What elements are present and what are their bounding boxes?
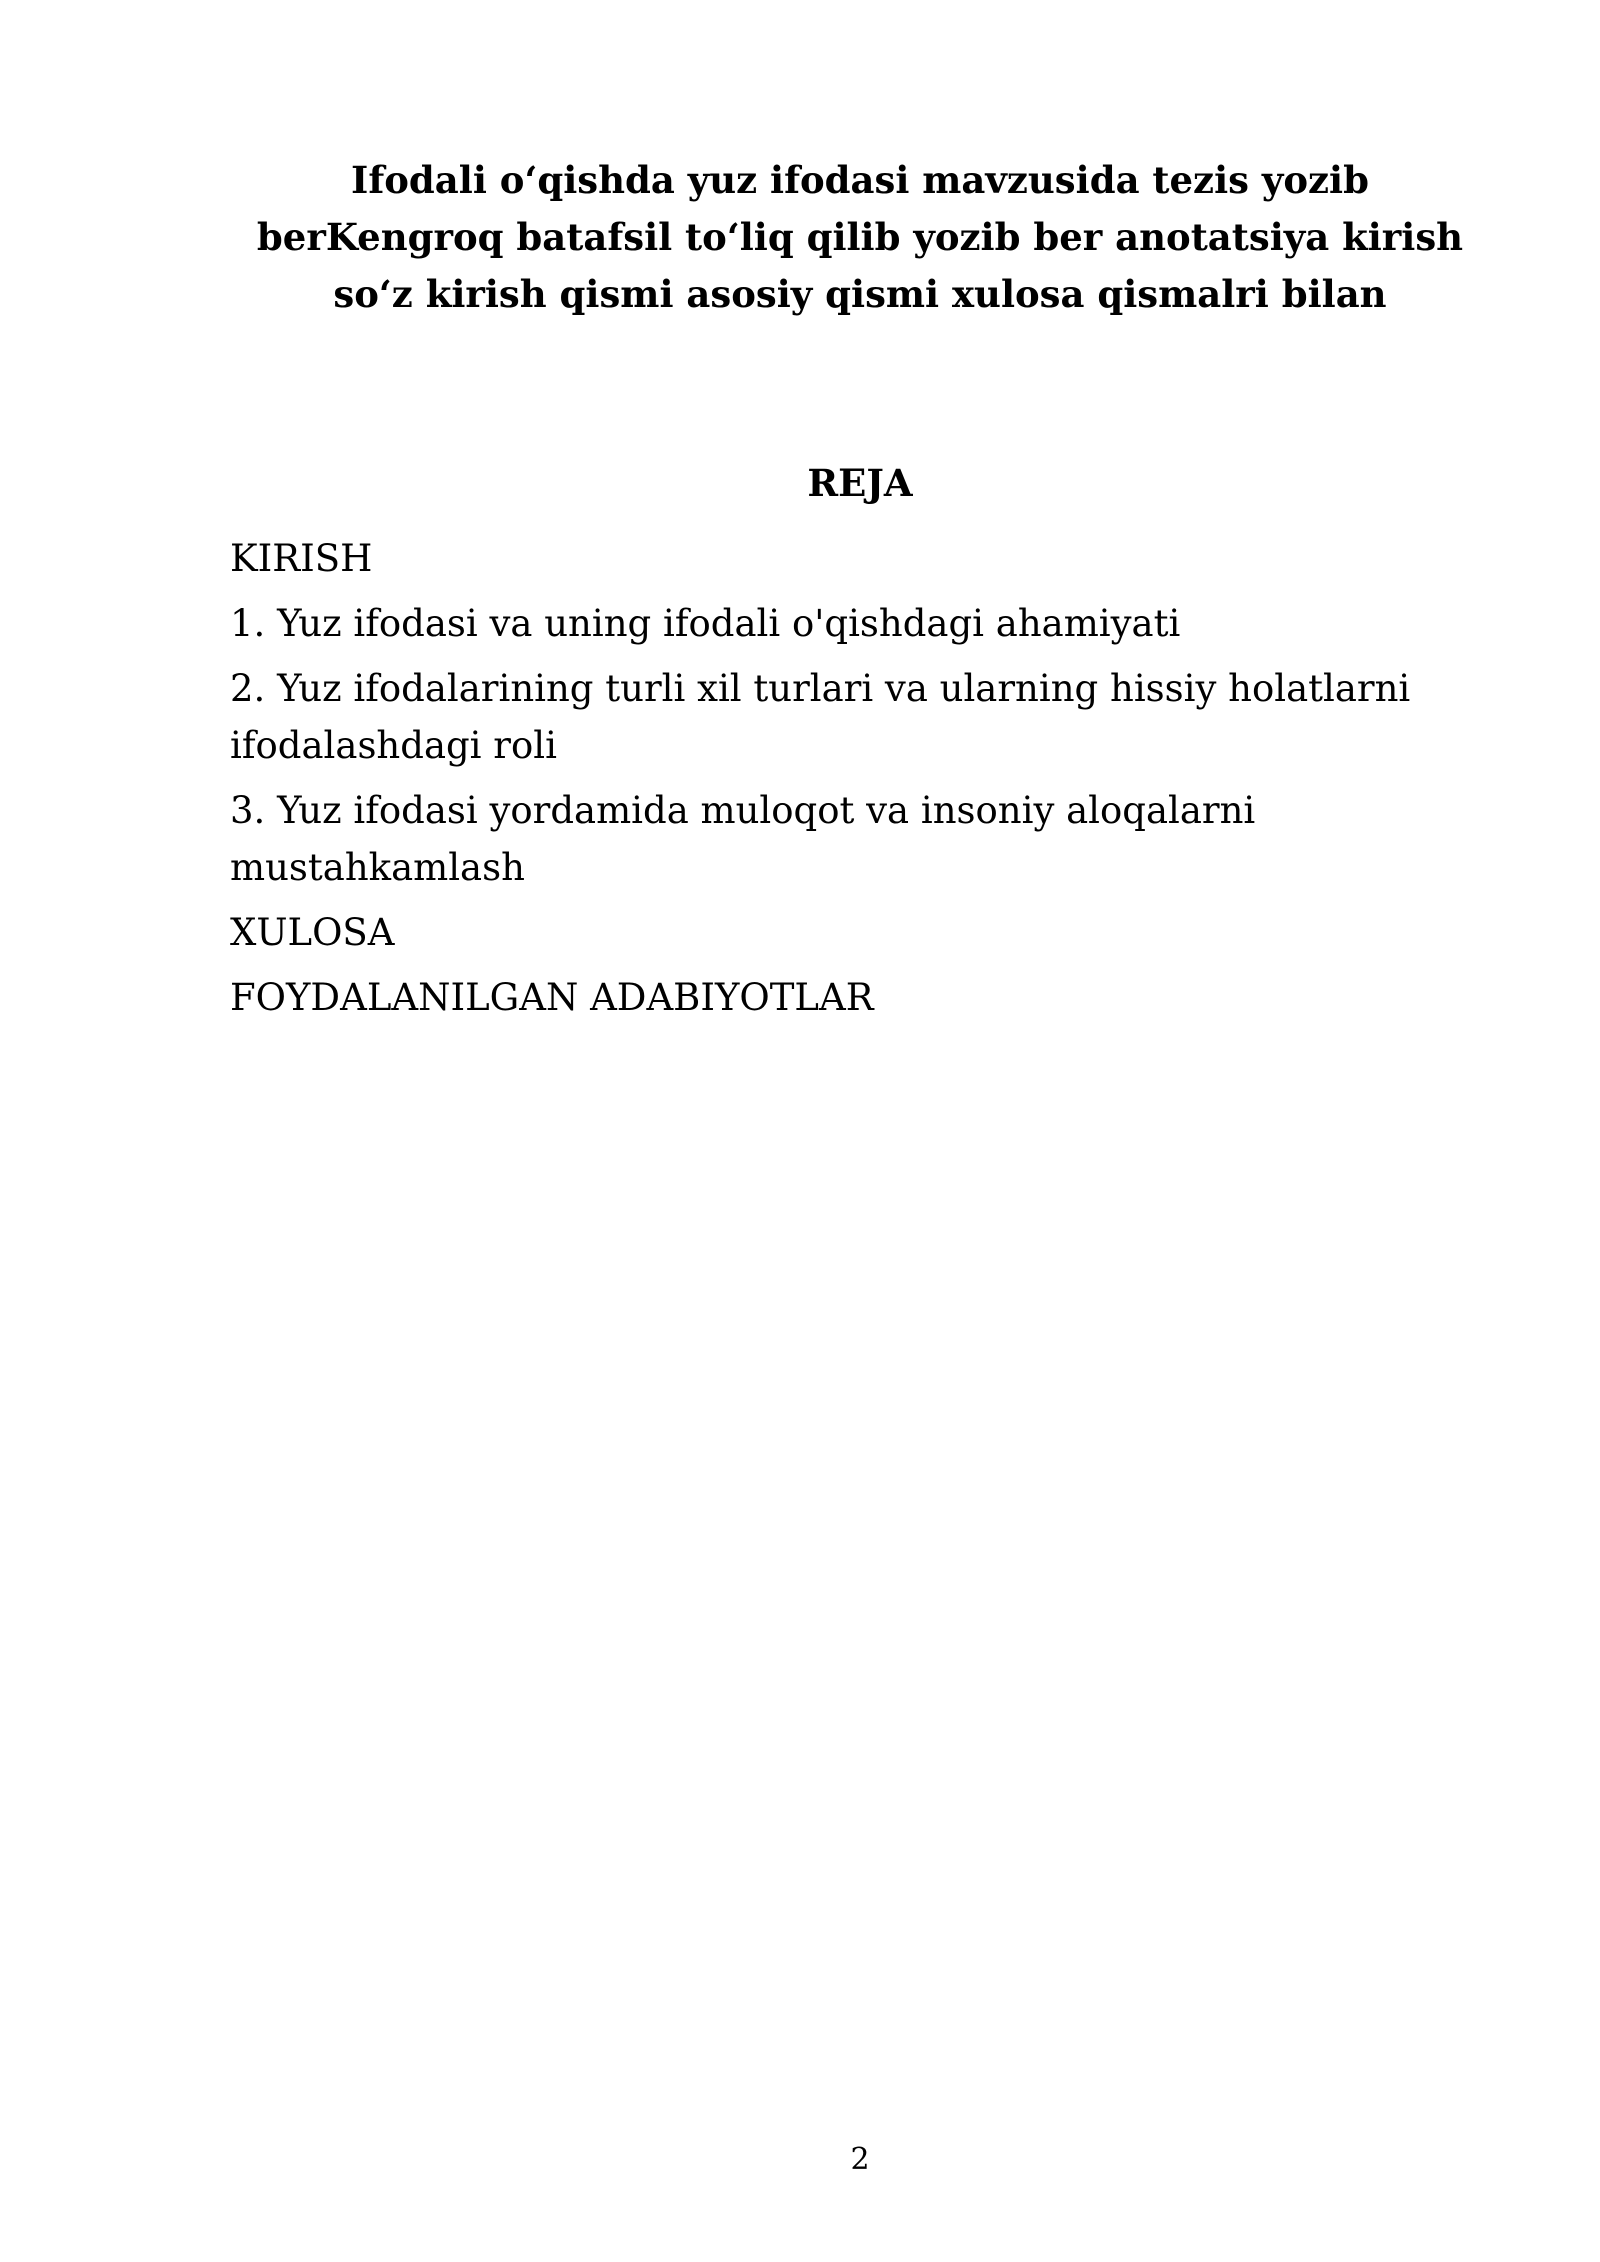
plan-item-3 <box>230 782 1520 896</box>
plan-item-kirish <box>230 530 1520 587</box>
plan-item-xulosa <box>230 904 1520 961</box>
plan-item-line: 2. Yuz ifodalarining turli xil turlari va ularning hissiy holatlarni <box>230 667 1411 710</box>
plan-list <box>230 530 1520 1034</box>
plan-item-2 <box>230 660 1520 774</box>
plan-item-line: FOYDALANILGAN ADABIYOTLAR <box>230 976 874 1019</box>
plan-item-adabiyotlar <box>230 969 1520 1026</box>
page-number: 2 <box>850 2142 870 2177</box>
plan-item-line: XULOSA <box>230 911 395 954</box>
title-line: Ifodali o‘qishda yuz ifodasi mavzusida tezis yozib <box>351 158 1369 202</box>
plan-item-line: 3. Yuz ifodasi yordamida muloqot va insoniy aloqalarni <box>230 789 1256 832</box>
document-title <box>200 152 1520 323</box>
title-line: berKengroq batafsil to‘liq qilib yozib ber anotatsiya kirish <box>256 215 1464 259</box>
title-line: so‘z kirish qismi asosiy qismi xulosa qismalri bilan <box>333 272 1387 316</box>
plan-heading: REJA <box>807 461 913 505</box>
plan-item-line: ifodalashdagi roli <box>230 724 557 767</box>
plan-item-line: mustahkamlash <box>230 846 525 889</box>
plan-item-line: KIRISH <box>230 537 373 580</box>
plan-item-line: 1. Yuz ifodasi va uning ifodali o'qishdagi ahamiyati <box>230 602 1181 645</box>
plan-item-1 <box>230 595 1520 652</box>
